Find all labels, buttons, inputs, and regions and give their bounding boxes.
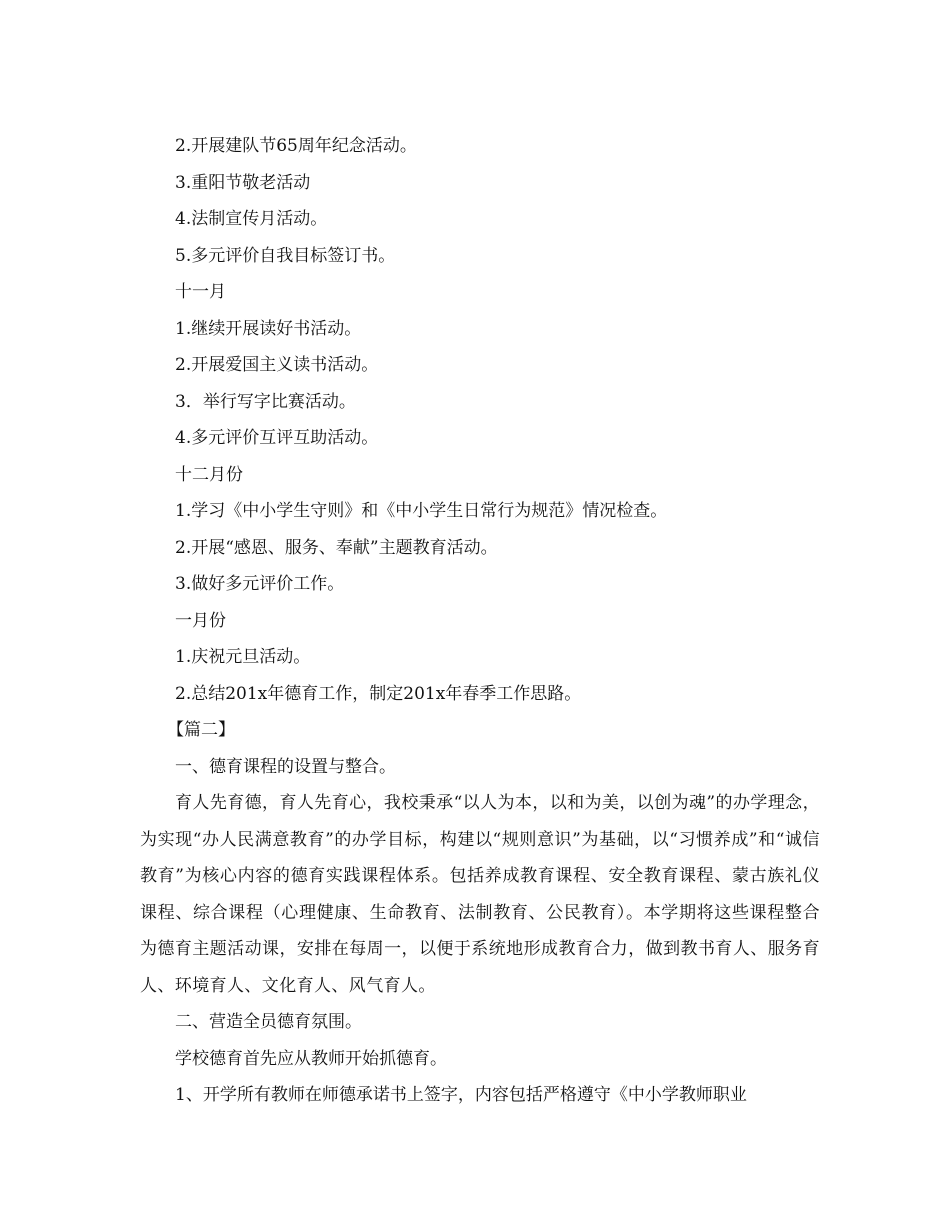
list-item: 2.开展建队节65周年纪念活动。 xyxy=(175,136,417,156)
document-body xyxy=(140,128,820,1114)
section-heading: 一、德育课程的设置与整合。 xyxy=(175,756,396,777)
list-item: 2.开展爱国主义读书活动。 xyxy=(175,355,379,375)
list-item: 4.多元评价互评互助活动。 xyxy=(175,428,379,448)
month-heading-november: 十一月 xyxy=(175,282,226,302)
list-item: 3.做好多元评价工作。 xyxy=(175,574,345,594)
body-paragraph: 育人先育德，育人先育心，我校秉承“以人为本，以和为美，以创为魂”的办学理念，为实现“办人民满意教育”的办学目标，构建以“规则意识”为基础，以“习惯养成”和“诚信教育”为核心内容的德育实践课程体系。包括养成教育课程、安全教育课程、蒙古族礼仪课程、综合课程（心理健康、生命教育、法制教育、公民教育）。本学期将这些课程整合为德育主题活动课，安排在每周一，以便于系统地形成教育合力，做到教书育人、服务育人、环境育人、文化育人、风气育人。 xyxy=(140,793,820,996)
list-item: 1.继续开展读好书活动。 xyxy=(175,318,362,339)
list-item: 3.重阳节敬老活动 xyxy=(175,172,311,193)
body-text: 学校德育首先应从教师开始抓德育。 xyxy=(175,1048,447,1069)
body-text: 1、开学所有教师在师德承诺书上签字，内容包括严格遵守《中小学教师职业 xyxy=(175,1085,747,1105)
list-item: 1.学习《中小学生守则》和《中小学生日常行为规范》情况检查。 xyxy=(175,501,668,521)
list-item: 5.多元评价自我目标签订书。 xyxy=(175,245,396,266)
section-heading: 二、营造全员德育氛围。 xyxy=(175,1012,362,1032)
list-item: 3．举行写字比赛活动。 xyxy=(175,391,356,412)
list-item: 1.庆祝元旦活动。 xyxy=(175,647,311,667)
list-item: 4.法制宣传月活动。 xyxy=(175,209,328,229)
list-item: 2.开展“感恩、服务、奉献”主题教育活动。 xyxy=(175,537,498,558)
section-heading-part-two: 【篇二】 xyxy=(167,720,235,740)
month-heading-december: 十二月份 xyxy=(175,464,243,485)
list-item: 2.总结201x年德育工作，制定201x年春季工作思路。 xyxy=(175,683,582,704)
month-heading-january: 一月份 xyxy=(175,610,226,631)
